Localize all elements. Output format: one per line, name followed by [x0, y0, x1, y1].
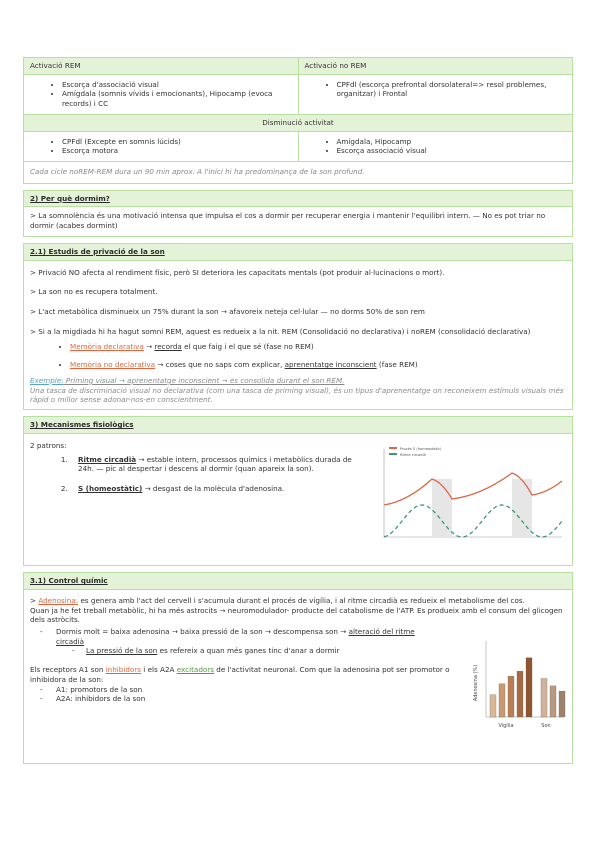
section-title: 3.1) Control químic [24, 573, 572, 590]
list-item: • Amígdala, Hipocamp [337, 137, 567, 147]
text: → estable intern, processos químics i metabòlics durada de 24h. — pic al despertar i descens al dormir (quan apareix la son). [78, 454, 352, 474]
term-recall: recorda [154, 341, 182, 351]
paragraph: > La somnolència és una motivació intensa que impulsa el cos a dormir per recuperar energia i mantenir l'equilibri intern. — No es pot triar no dormir (acabes dormint) [30, 211, 546, 231]
paragraph: 2 patrons: [30, 440, 67, 450]
text: → desgast de la molècula d'adenosina. [142, 483, 285, 493]
example-detail: Una tasca de discriminació visual no declarativa (com una tasca de priming visual), és un tipus d'aprenentatge on reconeixem estímuls visuals més ràpid o millor sense adonar-nos-en conscientment. [30, 385, 564, 405]
text: Els receptors A1 son [30, 665, 106, 675]
text: (fase REM) [376, 360, 418, 370]
paragraph [30, 665, 450, 684]
term-inhibitors: inhibidors [105, 665, 142, 675]
list-item: • Escorça motora [62, 146, 292, 156]
decrease-header: Disminució activitat [24, 114, 573, 131]
term-sleep-pressure: La pressió de la son [86, 646, 158, 656]
rem-list [30, 80, 292, 109]
section-why-sleep [23, 190, 573, 237]
text: → coses que no saps com explicar, [155, 360, 285, 370]
bar [526, 658, 532, 717]
text: el que faig i el que sé (fase no REM) [181, 341, 314, 351]
list-item: • CPFdl (Excepte en somnis lúcids) [62, 137, 292, 147]
text: es genera amb l'act del cervell i s'acumula durant el procés de vigília, i al ritme circadià es redueix el metabolisme del cos. [78, 595, 525, 605]
bar [517, 671, 523, 717]
section-title: 3) Mecanismes fisiològics [24, 417, 572, 434]
list-item: • Escorça associació visual [337, 146, 567, 156]
adenosine-bar-chart [472, 635, 566, 731]
section-deprivation [23, 243, 573, 410]
list-item [86, 646, 436, 656]
bar [508, 676, 514, 717]
list-item: • Amígdala (somnis vívids i emocionants), Hipocamp (evoca records) i CC [62, 89, 292, 108]
bar [550, 686, 556, 717]
bar [490, 695, 496, 717]
list-item [70, 360, 566, 370]
bars-group [490, 658, 565, 717]
term-adenosine: Adenosina: [38, 595, 79, 605]
example [30, 376, 566, 405]
legend-swatch [389, 453, 397, 455]
x-label-wake: Vigília [498, 723, 514, 730]
norem-list [305, 80, 567, 99]
text: Dormis molt = baixa adenosina → baixa pressió de la son → descompensa son → [56, 626, 349, 636]
paragraph: > Privació NO afecta al rendiment físic, però SI deteriora les capacitats mentals (pot produir al·lucinacions o mort). [30, 267, 445, 277]
text: es refereix a quan més ganes tinc d'anar a dormir [157, 646, 340, 656]
term-homeostatic: S (homeostàtic) [78, 483, 143, 493]
example-label: Exemple: [30, 375, 64, 385]
legend-label: Procés S (homeostàtic) [400, 447, 442, 452]
x-label-sleep: Son [541, 723, 551, 730]
bar [541, 679, 547, 717]
paragraph: Quan ja he fet treball metabòlic, hi ha més astrocits → neuromodulador- producte del catabolisme de l'ATP. Es produeix amb el consum del glicogen dels astròcits. [30, 605, 563, 625]
section-title: 2.1) Estudis de privació de la son [24, 244, 572, 261]
paragraph [30, 596, 566, 606]
list-item [56, 627, 436, 656]
activation-table [23, 57, 573, 184]
legend-swatch [389, 447, 397, 449]
list-item [70, 455, 370, 474]
bar [559, 691, 565, 717]
paragraph: > Si a la migdiada hi ha hagut somni REM, aquest es redueix a la nit. REM (Consolidació no declarativa) i noREM (consolidació declarativa) [30, 326, 531, 336]
memory-list [30, 342, 566, 370]
two-process-chart [380, 443, 566, 551]
section-mechanisms [23, 416, 573, 566]
list-item: • CPFdl (escorça prefrontal dorsolateral=> resol problemes, organitzar) i Frontal [337, 80, 567, 99]
text: i els A2A [141, 665, 177, 675]
sleep-shade [432, 479, 452, 537]
term-circadian: Ritme circadià [78, 454, 137, 464]
text: > [30, 595, 39, 605]
term-excitatory: excitadors [176, 665, 214, 675]
sleep-shade [512, 479, 532, 537]
term-unconscious-learning: aprenentatge inconscient [284, 360, 377, 370]
page [23, 57, 573, 764]
paragraph: > La son no es recupera totalment. [30, 287, 158, 297]
term-declarative: Memòria declarativa [70, 341, 144, 351]
sub-list [56, 646, 436, 656]
term-nondeclarative: Memòria no declarativa [70, 360, 156, 370]
decrease-right-list [305, 137, 567, 156]
norem-header: Activació no REM [298, 58, 573, 75]
text: de l'activitat neuronal. Com que la adenosina pot ser promotor o inhibidora de la son: [30, 665, 450, 684]
dash-list [30, 627, 436, 656]
list-item [70, 484, 370, 494]
example-text: Priming visual → aprenentatge inconscient → es consolida durant el son REM. [63, 375, 345, 385]
list-item: • Escorça d'associació visual [62, 80, 292, 90]
bar [499, 684, 505, 717]
section-chemical-control [23, 572, 573, 764]
paragraph: > L'act metabòlica disminueix un 75% durant la son → afavoreix neteja cel·lular — no dorms 50% de son rem [30, 307, 425, 317]
section-title: 2) Per què dormim? [24, 191, 572, 208]
list-item [70, 342, 566, 352]
patterns-list [30, 455, 370, 494]
term-circadian-alteration: alteració del ritme circadià [56, 626, 415, 646]
decrease-left-list [30, 137, 292, 156]
cycle-footnote: Cada cicle noREM-REM dura un 90 min aprox. A l'inici hi ha predominança de la son profund. [24, 162, 573, 184]
list-item: - A1: promotors de la son [56, 685, 566, 695]
text: → [143, 341, 155, 351]
y-axis-label: Adenosina (%) [473, 664, 479, 702]
legend-label: Ritme circadià [400, 453, 426, 458]
rem-header: Activació REM [24, 58, 299, 75]
list-item: - A2A: inhibidors de la son [56, 694, 566, 704]
